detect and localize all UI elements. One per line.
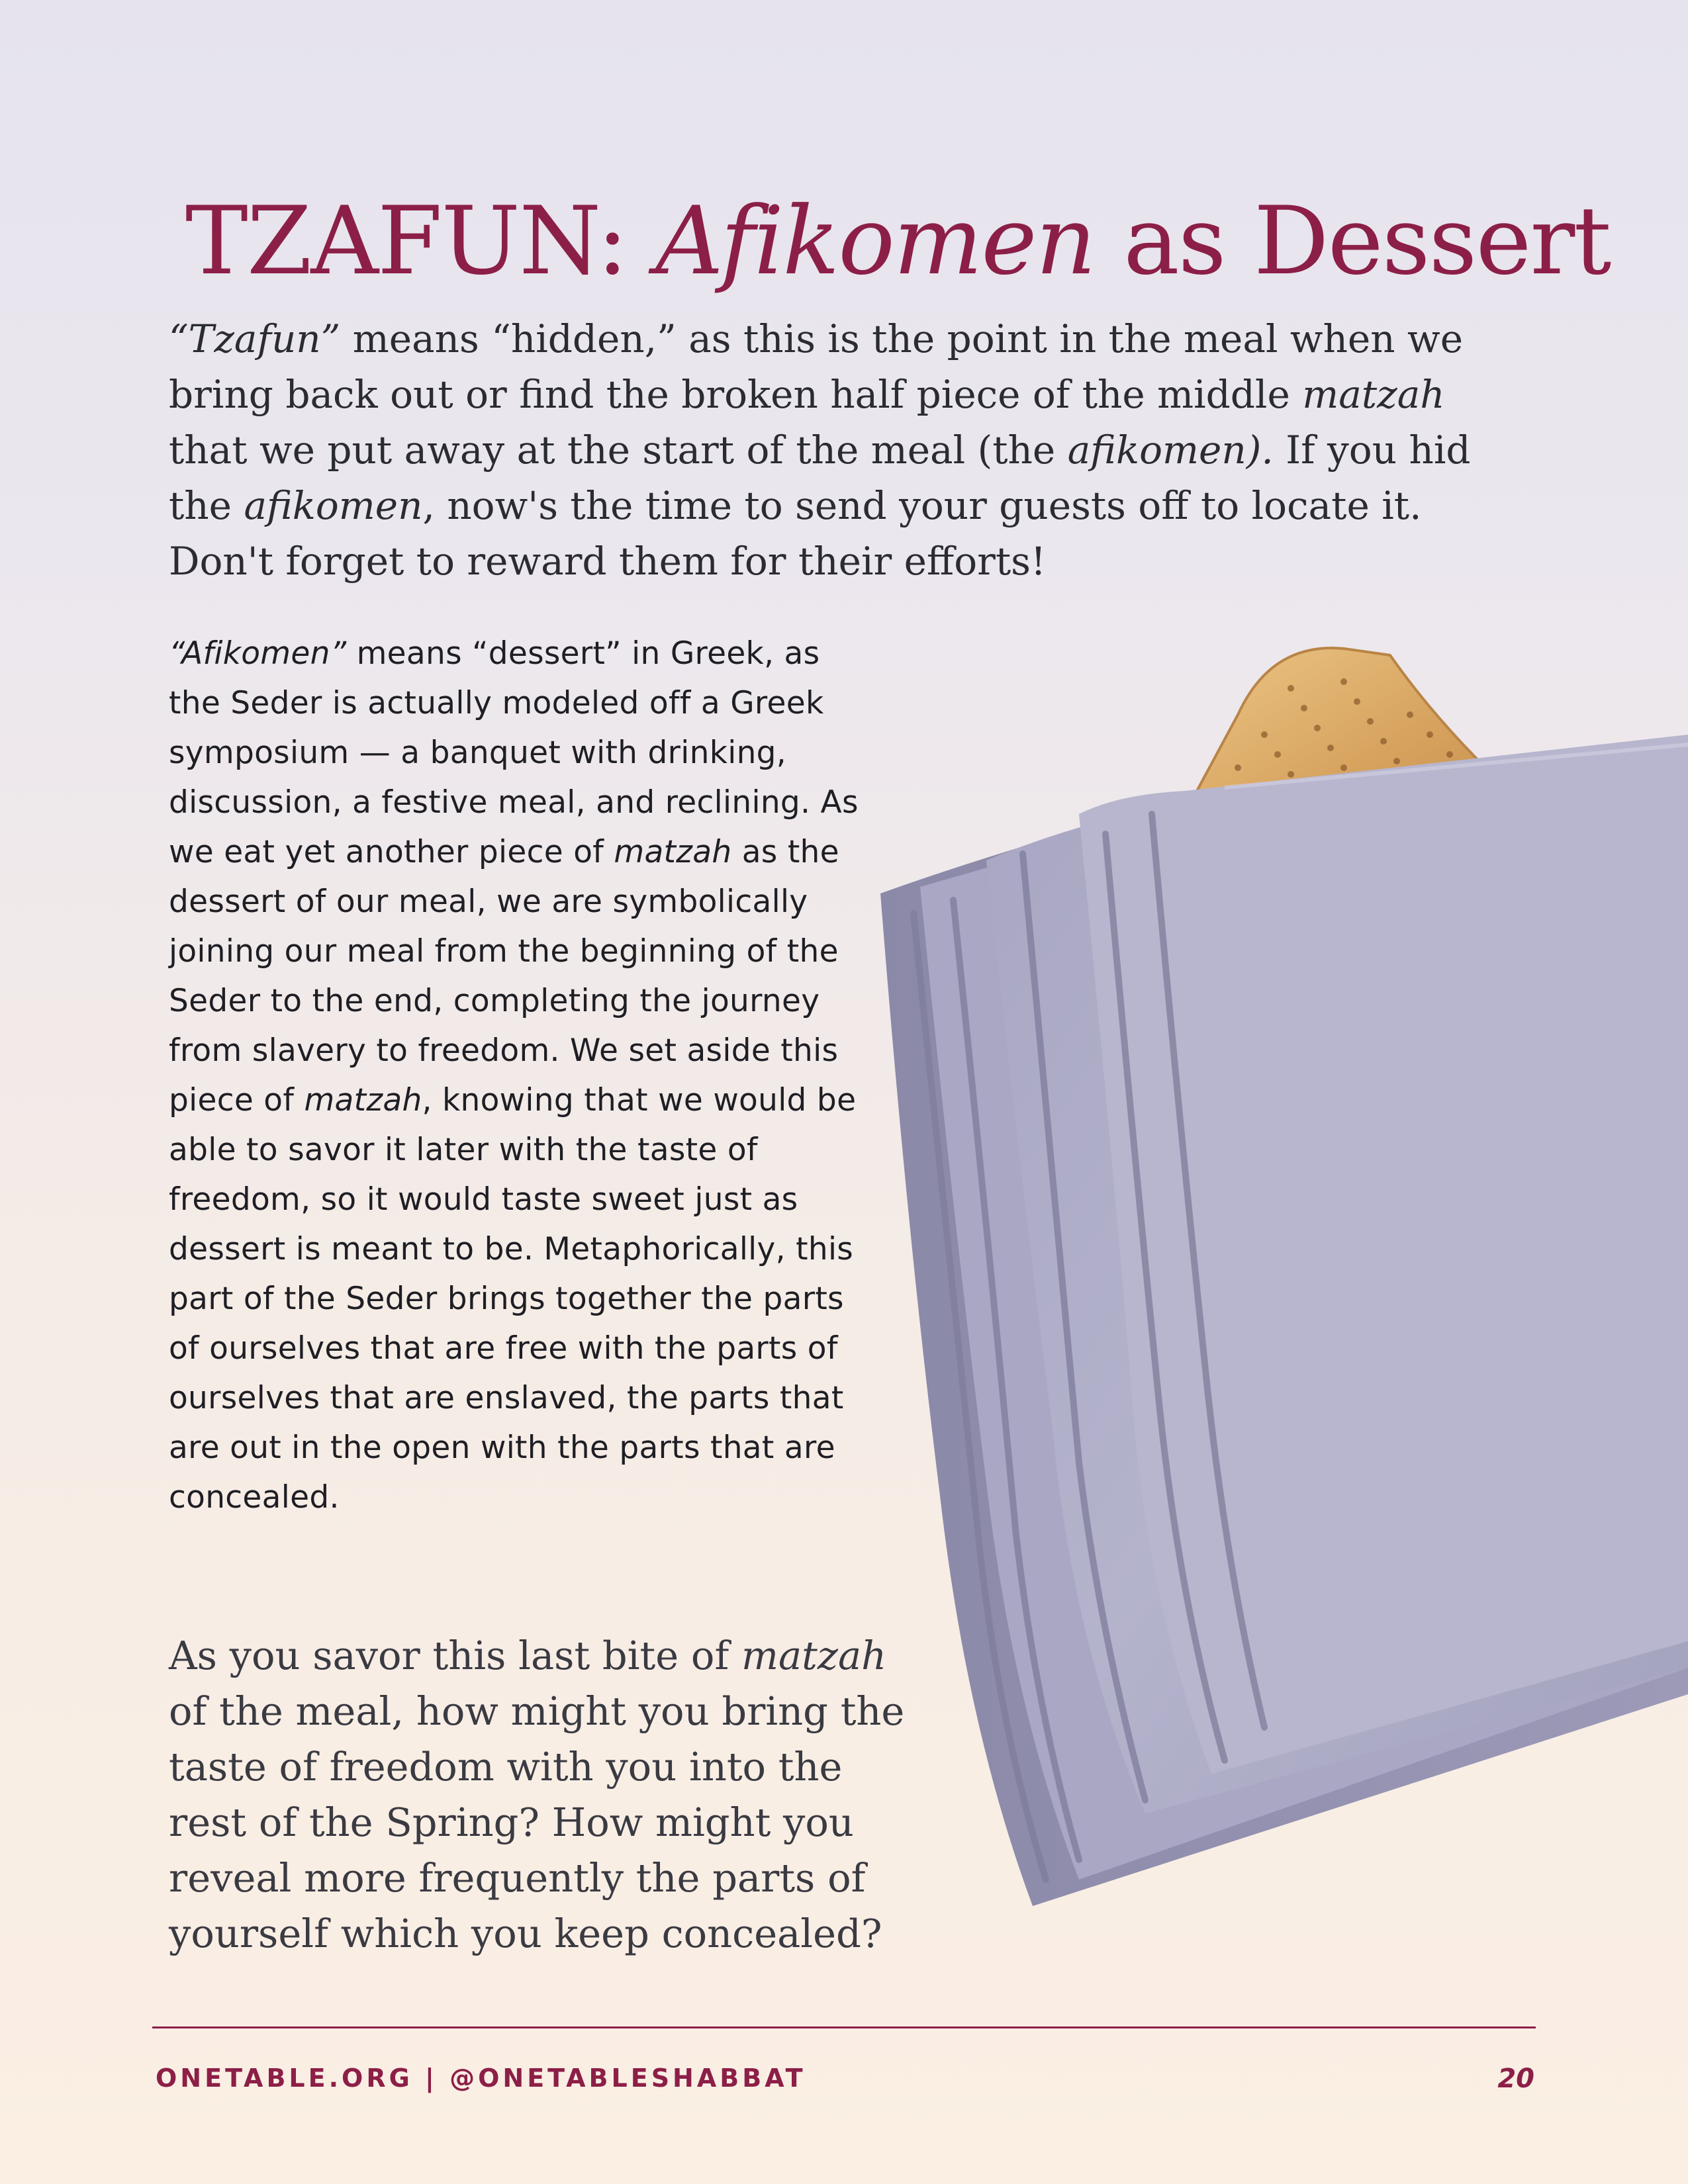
footer-divider [152,2026,1536,2028]
body-term-matzah: matzah [614,834,732,870]
reflection-question [169,1628,930,1962]
reflection-term-matzah: matzah [741,1633,887,1678]
intro-term-matzah: matzah [1302,372,1445,417]
intro-term-afikomen: afikomen). [1067,428,1274,473]
intro-text: means “hidden,” as this is the point in the meal when we bring back out or find the broken half piece of the middle [169,316,1464,417]
body-paragraph [169,629,870,1522]
body-text: , knowing that we would be able to savor it later with the taste of freedom, so it would taste sweet just as dessert is meant to be. Metaphorically, this part of the Seder brings together the parts of ourselves that are free with the parts of ourselves that are enslaved, the parts that are out in the open with the parts that are concealed. [169,1082,857,1516]
intro-paragraph [169,311,1526,589]
body-text: as the dessert of our meal, we are symbolically joining our meal from the beginning of the Seder to the end, completing the journey from slavery to freedom. We set aside this piece of [169,834,839,1118]
page-title [185,182,1611,301]
title-part-2: Afikomen [655,187,1095,296]
title-part-1: TZAFUN: [185,187,656,296]
matzah-in-napkin-illustration [867,635,1688,1906]
body-term-matzah: matzah [304,1082,422,1118]
title-part-3: as Dessert [1095,187,1611,296]
intro-text: If you hid the [169,428,1471,528]
page-number: 20 [1497,2064,1534,2094]
body-text: means “dessert” in Greek, as the Seder is actually modeled off a Greek symposium — a banquet with drinking, discussion, a festive meal, and reclining. As we eat yet another piece of [169,635,859,870]
footer-site-handle: ONETABLE.ORG | @ONETABLESHABBAT [156,2064,806,2093]
reflection-text: As you savor this last bite of [169,1633,742,1678]
body-term-afikomen: “Afikomen” [169,635,347,672]
reflection-text: of the meal, how might you bring the taste of freedom with you into the rest of the Spring? How might you reveal more frequently the parts of yourself which you keep concealed? [169,1688,905,1956]
intro-text: that we put away at the start of the meal (the [169,428,1068,473]
intro-term-afikomen: afikomen [244,483,423,528]
intro-term-tzafun: “Tzafun” [169,316,341,361]
intro-text: , now's the time to send your guests off to locate it. Don't forget to reward them for their efforts! [169,483,1422,584]
